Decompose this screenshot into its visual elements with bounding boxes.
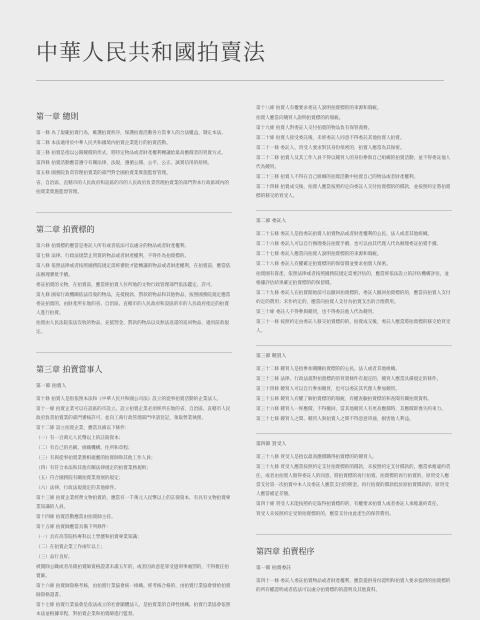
list-item: （三）品行良好。 xyxy=(36,555,73,560)
article: 拍賣國有資產，依照法律或者按照國務院規定需要評估的，應當經依法設立的評估機構評估，並根據評估結果確定拍賣標的的保留價。 xyxy=(256,272,449,286)
chapter-3-heading: 第三章 拍賣當事人 xyxy=(36,365,103,374)
article: 委託拍賣的文物，在拍賣前，應當經拍賣人住所地的文物行政管理部門依法鑑定、許可。 xyxy=(36,283,216,288)
section-3-body xyxy=(256,365,452,424)
article: 第二十條 拍賣人接受委託後，未經委託人同意不得委託其他拍賣人拍賣。 xyxy=(256,136,405,141)
page-title: 中華人民共和國拍賣法 xyxy=(36,41,267,66)
article: 第三十五條 競買人有權了解拍賣標的的瑕疵，有權查驗拍賣標的和查閱有關拍賣資料。 xyxy=(256,397,433,402)
article: 第十七條 拍賣行業協會是依法成立的社會團體法人，是拍賣業的自律性組織。拍賣行業協會依照本法並根據章程，對拍賣企業和拍賣師進行監督。 xyxy=(36,603,231,617)
section-1-heading: 第一節 拍賣人 xyxy=(36,384,67,389)
section-3-heading: 第三節 競買人 xyxy=(256,354,287,359)
article: 第三十九條 買受人應當按照約定支付拍賣標的的價款，未按照約定支付價款的，應當承擔違約責任，或者由拍賣人徵得委託人的同意，將拍賣標的再行拍賣。拍賣標的再行拍賣的，原買受人應當支付第一次拍賣中本人及委託人應當支付的佣金。再行拍賣的價款低於原拍賣價款的，原買受人應當補足差額。 xyxy=(256,465,451,497)
section-divider xyxy=(36,212,232,213)
article: 第九條 國家行政機關依法沒收的物品，充抵稅款、罰款的物品和其他物品，按照國務院規定應當委託拍賣的，由財產所在地的省、自治區、直轄市的人民政府和設區的市的人民政府指定的拍賣人進行拍賣。 xyxy=(36,293,231,316)
chapter-4-heading: 第四章 拍賣程序 xyxy=(256,547,315,556)
list-item: （四）有符合本法和其他有關法律規定的拍賣業務規則； xyxy=(36,466,151,471)
article: 第一條 為了規範拍賣行為，維護拍賣秩序，保護拍賣活動各方當事人的合法權益，制定本法。 xyxy=(36,131,226,136)
chapter-4-body xyxy=(256,577,452,595)
article: 第六條 拍賣標的應當是委託人所有或者依法可以處分的物品或者財產權利。 xyxy=(36,244,190,249)
article: 第二十一條 委託人、買受人要求對其身份保密的，拍賣人應當為其保密。 xyxy=(256,146,405,151)
chapter-2-heading: 第二章 拍賣標的 xyxy=(36,225,95,234)
article: 第十九條 拍賣人對委託人交付拍賣的物品負有保管義務。 xyxy=(256,126,373,131)
article: 買受人未按照約定受領拍賣標的的，應當支付由此產生的保管費用。 xyxy=(256,512,394,517)
section-2-body xyxy=(256,230,452,336)
article: 第七條 法律、行政法規禁止買賣的物品或者財產權利，不得作為拍賣標的。 xyxy=(36,254,190,259)
list-item: （一）有一百萬元人民幣以上的註冊資本； xyxy=(36,436,124,441)
list-item: （二）有自己的名稱、組織機構、住所和章程； xyxy=(36,446,133,451)
article: 第十四條 拍賣活動應當由拍賣師主持。 xyxy=(36,515,116,520)
right-column xyxy=(256,104,452,596)
article: 第十一條 拍賣企業可以在設區的市設立。設立拍賣企業必須經所在地的省、自治區、直轄市人民政府負責拍賣業的部門審核許可，並向工商行政管理部門申請登記，領取營業執照。 xyxy=(36,407,231,421)
section-4-body xyxy=(256,453,452,519)
article: 第二十九條 委託人在拍賣開始前可以撤回拍賣標的。委託人撤回拍賣標的的，應當向拍賣人支付約定的費用；未作約定的，應當向拍賣人支付為拍賣支出的合理費用。 xyxy=(256,291,451,305)
article: 第十條 拍賣人是指依照本法和《中華人民共和國公司法》設立的從事拍賣活動的企業法人。 xyxy=(36,397,222,402)
section-2-heading: 第二節 委託人 xyxy=(256,219,287,224)
chapter-1-heading: 第一章 總則 xyxy=(36,112,79,121)
article: 第十八條 拍賣人有權要求委託人說明拍賣標的的來源和瑕疵。 xyxy=(256,106,382,111)
article: 第四十條 買受人未能按照約定取得拍賣標的的，有權要求拍賣人或者委託人承擔違約責任。 xyxy=(256,502,442,507)
article: 第二條 本法適用於中華人民共和國境內拍賣企業進行的拍賣活動。 xyxy=(36,141,171,146)
chapter-2-body xyxy=(36,242,232,337)
list-item: （二）在拍賣企業工作兩年以上； xyxy=(36,545,105,550)
list-item: （五）符合國務院有關拍賣業發展的規定； xyxy=(36,476,124,481)
article: 第三十一條 按照約定由委託人移交拍賣標的的，拍賣成交後，委託人應當將拍賣標的移交給買受人。 xyxy=(256,320,451,334)
article: 第二十五條 委託人是指委託拍賣人拍賣物品或者財產權利的公民、法人或者其他組織。 xyxy=(256,232,433,237)
article: 省、自治區、直轄市的人民政府和設區的市的人民政府負責管理拍賣業的部門對本行政區域內的拍賣業實施監督管理。 xyxy=(36,181,229,195)
article: 第二十六條 委託人可以自行辦理委託拍賣手續，也可以由其代理人代為辦理委託拍賣手續。 xyxy=(256,242,442,247)
article: 第二十八條 委託人有權確定拍賣標的的保留價並要求拍賣人保密。 xyxy=(256,262,391,267)
list-item: （六）法律、行政法規規定的其他條件。 xyxy=(36,486,119,491)
article: 第三十四條 競買人可以自行參加競買，也可以委託其代理人參加競買。 xyxy=(256,387,400,392)
section-divider xyxy=(256,345,452,346)
section-divider xyxy=(256,433,452,434)
article: 第三十七條 競買人之間、競買人與拍賣人之間不得惡意串通，損害他人利益。 xyxy=(256,417,414,422)
article: 第十二條 設立拍賣企業，應當具備以下條件： xyxy=(36,426,130,431)
list-item: （三）有與從事拍賣業務相適應的拍賣師和其他工作人員； xyxy=(36,456,156,461)
article: 第三十條 委託人不得參與競買，也不得委託他人代為競買。 xyxy=(256,310,377,315)
article: 拍賣人應當向競買人說明拍賣標的的瑕疵。 xyxy=(256,116,344,121)
article: 第三十八條 買受人是指以最高應價購得拍賣標的的競買人。 xyxy=(256,455,377,460)
list-item: （一）具有高等院校專科以上學歷和拍賣專業知識； xyxy=(36,535,142,540)
article: 第二十三條 拍賣人不得在自己組織的拍賣活動中拍賣自己的物品或者財產權利。 xyxy=(256,175,419,180)
article: 第十五條 拍賣師應當具備下列條件： xyxy=(36,525,111,530)
title-divider xyxy=(36,80,444,81)
chapter-4-section-1-heading: 第一節 拍賣委託 xyxy=(256,566,292,571)
chapter-3-body xyxy=(36,395,232,619)
article: 第三條 拍賣是指以公開競價的形式，將特定物品或者財產權利轉讓給最高應價者的買賣方式。 xyxy=(36,151,226,156)
article: 第十三條 拍賣企業經營文物拍賣的，應當有一千萬元人民幣以上的註冊資本，有具有文物拍賣專業知識的人員。 xyxy=(36,496,231,510)
left-column xyxy=(36,100,232,620)
article: 第三十二條 競買人是指參加競購拍賣標的的公民、法人或者其他組織。 xyxy=(256,367,400,372)
article: 第三十三條 法律、行政法規對拍賣標的的買賣條件有規定的，競買人應當具備規定的條件。 xyxy=(256,377,442,382)
chapter-1-body xyxy=(36,129,232,197)
article: 第五條 國務院負責管理拍賣業的部門對全國拍賣業實施監督管理。 xyxy=(36,171,171,176)
article: 被開除公職或者吊銷拍賣師資格證書未滿五年的，或者因故意犯罪受過刑事處罰的，不得擔任拍賣師。 xyxy=(36,565,229,579)
section-1-continued xyxy=(256,104,452,201)
article: 第四條 拍賣活動應當遵守有關法律、法規，遵循公開、公平、公正、誠實信用的原則。 xyxy=(36,161,213,166)
section-divider xyxy=(36,352,232,353)
article: 第三十六條 競買人一經應價，不得撤回，當其他競買人有更高應價時，其應價即喪失約束力。 xyxy=(256,407,446,412)
article: 第四十一條 委託人委託拍賣物品或者財產權利，應當提供身份證明和拍賣人要求提供的拍賣標的的所有權證明或者依法可以處分拍賣標的的證明及其他資料。 xyxy=(256,579,451,593)
section-divider xyxy=(256,534,452,535)
article: 第八條 依照法律或者按照國務院規定需經審批才能轉讓的物品或者財產權利，在拍賣前，應當依法辦理審批手續。 xyxy=(36,264,231,278)
section-divider xyxy=(256,210,452,211)
article: 第十六條 拍賣師資格考核，由拍賣行業協會統一組織。經考核合格的，由拍賣行業協會發給拍賣師資格證書。 xyxy=(36,584,231,598)
article: 拍賣由人民法院依法沒收的物品，充抵罰金、罰款的物品以及無法返還的追回物品，適用前款規定。 xyxy=(36,321,229,335)
section-4-heading: 第四節 買受人 xyxy=(256,442,287,447)
article: 第二十七條 委託人應當向拍賣人說明拍賣標的的來源和瑕疵。 xyxy=(256,252,382,257)
article: 第二十二條 拍賣人及其工作人員不得以競買人的身份參與自己組織的拍賣活動，並不得委託他人代為競買。 xyxy=(256,156,451,170)
article: 第二十四條 拍賣成交後，拍賣人應當按照約定向委託人交付拍賣標的的價款，並按照約定將拍賣標的移交給買受人。 xyxy=(256,185,451,199)
